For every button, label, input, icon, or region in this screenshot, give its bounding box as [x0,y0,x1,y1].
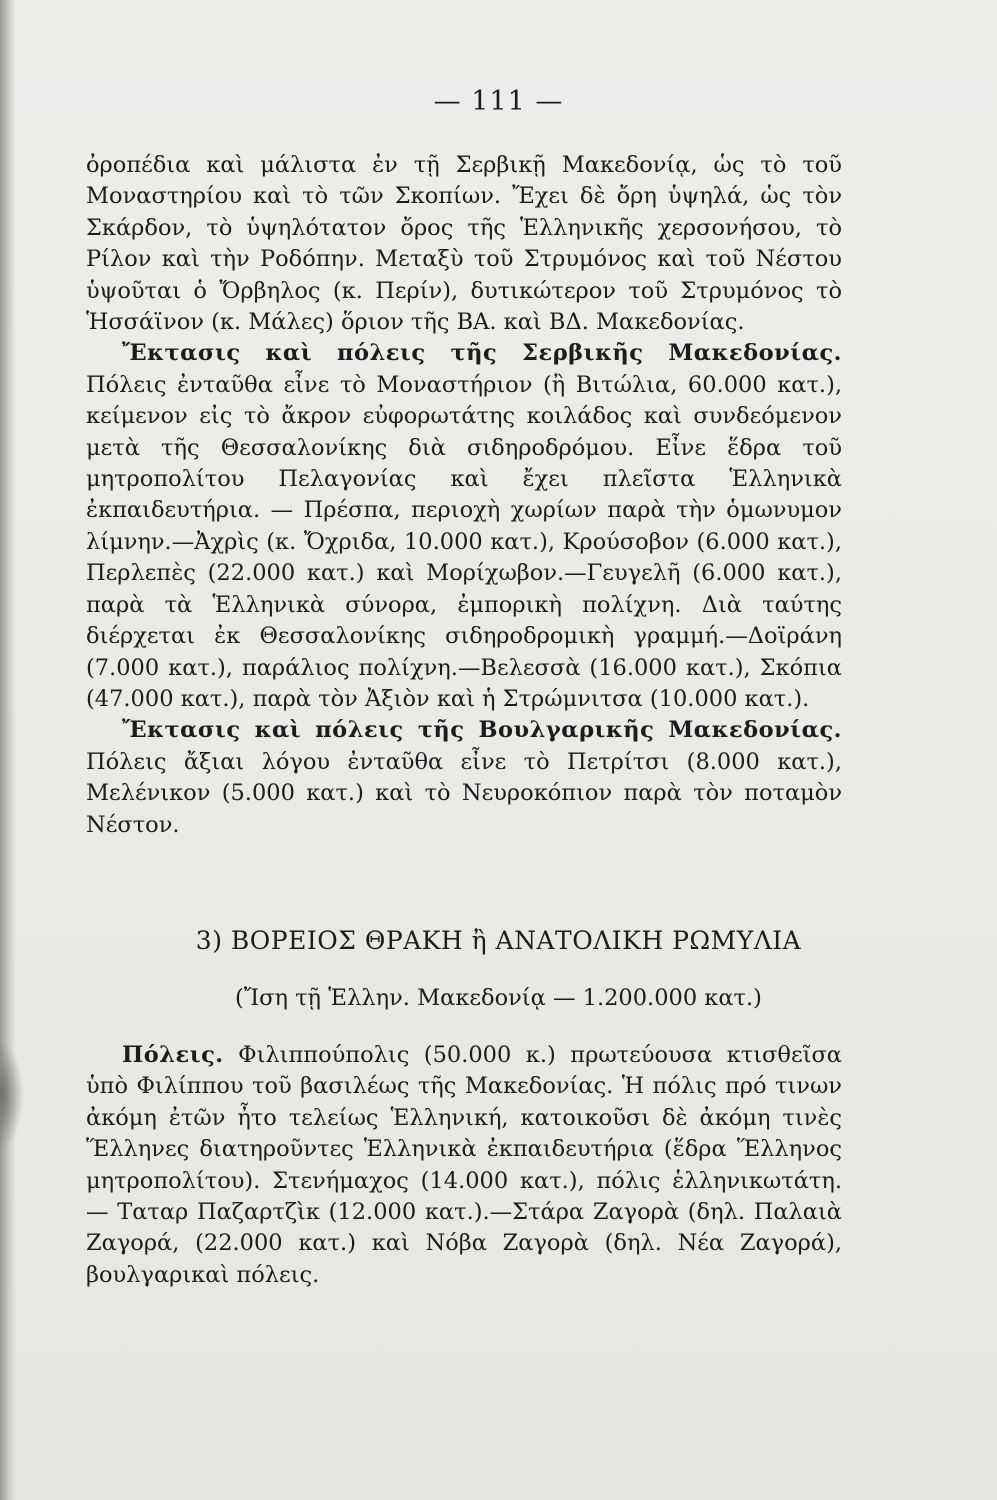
page-binding-shadow [0,0,16,1500]
text-block-thrace [86,1040,842,1291]
heading-serbian-macedonia: Ἔκτασις καὶ πόλεις τῆς Σερβικῆς Μακεδονίας. [122,340,842,367]
heading-cities: Πόλεις. [122,1042,224,1068]
paragraph-serbian-macedonia [86,338,842,715]
heading-bulgarian-macedonia: Ἔκτασις καὶ πόλεις τῆς Βουλγαρικῆς Μακεδονίας. [122,717,842,744]
paragraph-mountains: ὀροπέδια καὶ μάλιστα ἐν τῇ Σερβικῇ Μακεδονίᾳ, ὡς τὸ τοῦ Μοναστηρίου καὶ τὸ τῶν Σκοπίων. Ἔχει δὲ ὄρη ὑψηλά, ὡς τὸν Σκάρδον, τὸ ὑψηλότατον ὄρος τῆς Ἑλληνικῆς χερσονήσου, τὸ Ρίλον καὶ τὴν Ροδόπην. Μεταξὺ τοῦ Στρυμόνος καὶ τοῦ Νέστου ὑψοῦται ὁ Ὄρβηλος (κ. Περίν), δυτικώτερον τοῦ Στρυμόνος τὸ Ἡσσάϊνον (κ. Μάλες) ὅριον τῆς ΒΑ. καὶ ΒΔ. Μακεδονίας. [86,152,842,336]
section-title: 3) ΒΟΡΕΙΟΣ ΘΡΑΚΗ ἢ ΑΝΑΤΟΛΙΚΗ ΡΩΜΥΛΙΑ [195,926,802,955]
paragraph-thrace-cities [86,1040,842,1291]
page-stain [0,1040,24,1150]
text-thrace-cities: Φιλιππούπολις (50.000 κ.) πρωτεύουσα κτισθεῖσα ὑπὸ Φιλίππου τοῦ βασιλέως τῆς Μακεδονίας. Ἡ πόλις πρό τινων ἀκόμη ἐτῶν ἦτο τελείως Ἑλληνική, κατοικοῦσι δὲ ἀκόμη τινὲς Ἕλληνες διατηροῦντες Ἑλληνικὰ ἐκπαιδευτήρια (ἕδρα Ἕλληνος μητροπολίτου). Στενήμαχος (14.000 κατ.), πόλις ἑλληνικωτάτη. — Ταταρ Παζαρτζὶκ (12.000 κατ.).—Στάρα Ζαγορὰ (δηλ. Παλαιὰ Ζαγορά, (22.000 κατ.) καὶ Νόβα Ζαγορὰ (δηλ. Νέα Ζαγορά), βουλγαρικαὶ πόλεις. [86,1042,842,1288]
text-bulgarian-macedonia: Πόλεις ἄξιαι λόγου ἐνταῦθα εἶνε τὸ Πετρίτσι (8.000 κατ.), Μελένικον (5.000 κατ.) καὶ τὸ Νευροκόπιον παρὰ τὸν ποταμὸν Νέστον. [86,748,842,838]
text-block-macedonia [86,150,842,841]
paragraph-bulgarian-macedonia [86,715,842,841]
text-serbian-macedonia: Πόλεις ἐνταῦθα εἶνε τὸ Μοναστήριον (ἢ Βιτώλια, 60.000 κατ.), κείμενον εἰς τὸ ἄκρον εὐφορωτάτης κοιλάδος καὶ συνδεόμενον μετὰ τῆς Θεσσαλονίκης διὰ σιδηροδρόμου. Εἶνε ἕδρα τοῦ μητροπολίτου Πελαγονίας καὶ ἔχει πλεῖστα Ἑλληνικὰ ἐκπαιδευτήρια. — Πρέσπα, περιοχὴ χωρίων παρὰ τὴν ὁμωνυμον λίμνην.—Ἀχρὶς (κ. Ὄχριδα, 10.000 κατ.), Κρούσοβον (6.000 κατ.), Περλεπὲς (22.000 κατ.) καὶ Μορίχωβον.—Γευγελῆ (6.000 κατ.), παρὰ τὰ Ἑλληνικὰ σύνορα, ἐμπορικὴ πολίχνη. Διὰ ταύτης διέρχεται ἐκ Θεσσαλονίκης σιδηροδρομικὴ γραμμή.—Δοϊράνη (7.000 κατ.), παράλιος πολίχνη.—Βελεσσὰ (16.000 κατ.), Σκόπια (47.000 κατ.), παρὰ τὸν Ἀξιὸν καὶ ἡ Στρώμνιτσα (10.000 κατ.). [86,371,842,712]
page-number: — 111 — [433,86,564,117]
section-subtitle: (Ἴση τῇ Ἑλλην. Μακεδονίᾳ — 1.200.000 κατ.) [235,985,762,1011]
